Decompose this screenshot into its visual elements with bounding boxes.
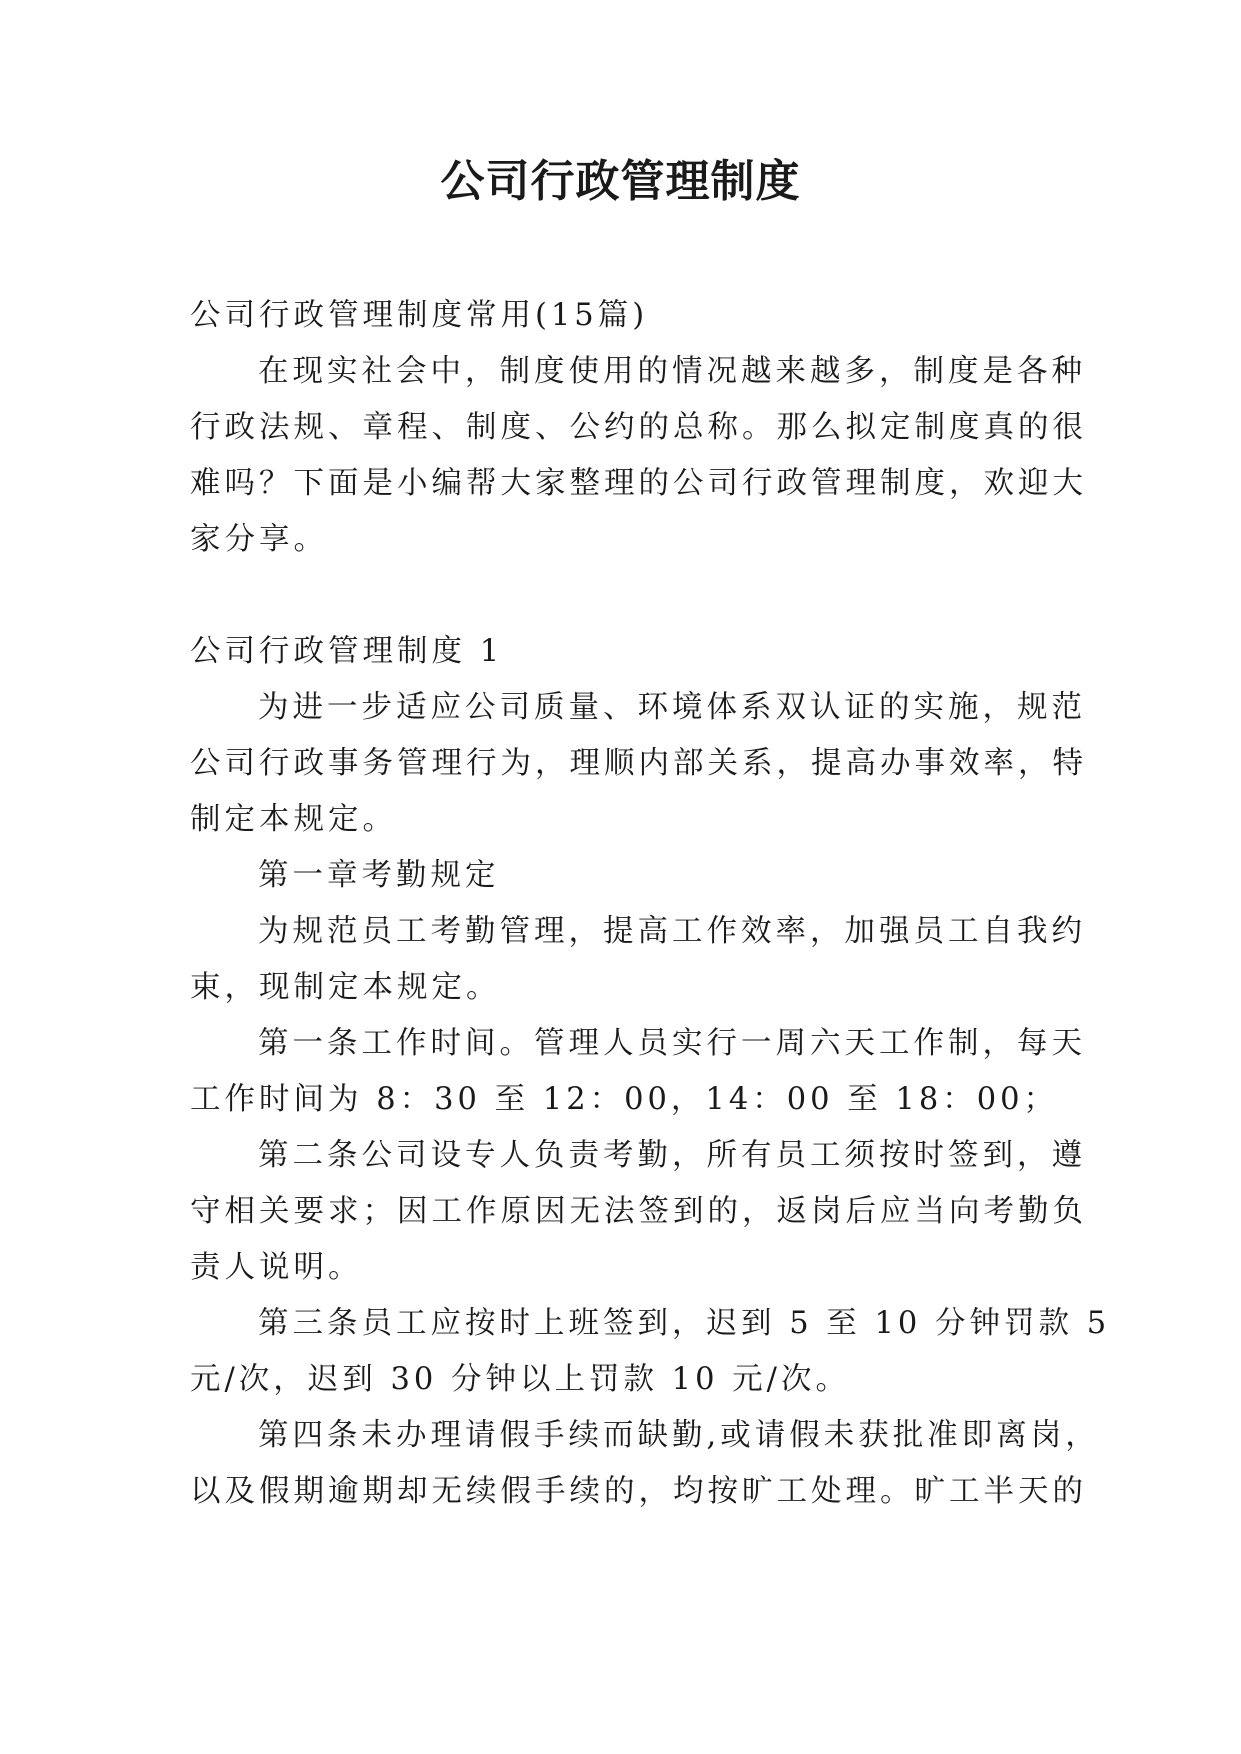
paragraph-line: 为进一步适应公司质量、环境体系双认证的实施，规范	[258, 690, 1086, 725]
paragraph-line: 行政法规、章程、制度、公约的总称。那么拟定制度真的很	[190, 410, 1087, 445]
article-4	[190, 1408, 1100, 1520]
document-body	[190, 288, 1111, 1520]
section1-paragraph-2	[190, 904, 1086, 1016]
section-spacer	[190, 568, 1052, 624]
page-title: 公司行政管理制度	[440, 156, 801, 207]
paragraph-line: 以及假期逾期却无续假手续的，均按旷工处理。旷工半天的	[190, 1474, 1087, 1509]
chapter-heading: 第一章考勤规定	[258, 858, 500, 893]
paragraph-line: 工作时间为 8：30 至 12：00，14：00 至 18：00；	[190, 1082, 1059, 1117]
article-3	[190, 1296, 1111, 1408]
paragraph-line: 难吗？下面是小编帮大家整理的公司行政管理制度，欢迎大	[190, 466, 1087, 501]
paragraph-line: 在现实社会中，制度使用的情况越来越多，制度是各种	[258, 354, 1086, 389]
section1-paragraph-1	[190, 680, 1087, 848]
article-1	[190, 1016, 1086, 1128]
paragraph-line: 第四条未办理请假手续而缺勤,或请假未获批准即离岗，	[258, 1418, 1100, 1453]
paragraph-line: 第二条公司设专人负责考勤，所有员工须按时签到，遵	[258, 1138, 1086, 1173]
paragraph-line: 制定本规定。	[190, 802, 397, 837]
paragraph-line: 责人说明。	[190, 1250, 363, 1285]
intro-paragraph	[190, 344, 1087, 568]
paragraph-line: 守相关要求；因工作原因无法签到的，返岗后应当向考勤负	[190, 1194, 1087, 1229]
paragraph-line: 家分享。	[190, 522, 328, 557]
paragraph-line: 为规范员工考勤管理，提高工作效率，加强员工自我约	[258, 914, 1086, 949]
paragraph-line: 束，现制定本规定。	[190, 970, 501, 1005]
paragraph-line: 公司行政事务管理行为，理顺内部关系，提高办事效率，特	[190, 746, 1087, 781]
paragraph-line: 第一条工作时间。管理人员实行一周六天工作制，每天	[258, 1026, 1086, 1061]
article-2	[190, 1128, 1087, 1296]
paragraph-line: 第三条员工应按时上班签到，迟到 5 至 10 分钟罚款 5	[258, 1306, 1111, 1341]
section-heading: 公司行政管理制度 1	[190, 634, 504, 669]
document-subtitle: 公司行政管理制度常用(15篇)	[190, 298, 649, 333]
paragraph-line: 元/次，迟到 30 分钟以上罚款 10 元/次。	[190, 1362, 850, 1397]
